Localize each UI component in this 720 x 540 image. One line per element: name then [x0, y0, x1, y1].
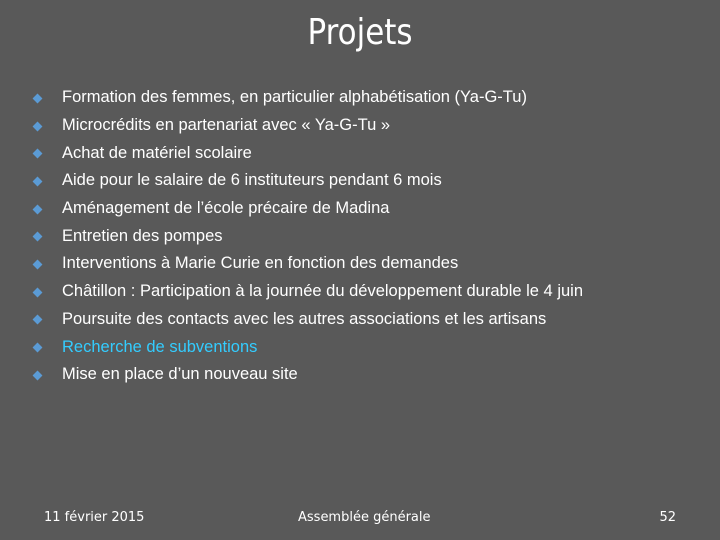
diamond-bullet-icon: [33, 149, 43, 159]
list-item: [32, 167, 710, 195]
list-item: [32, 361, 710, 389]
bullet-text: Châtillon : Participation à la journée du développement durable le 4 juin: [62, 282, 584, 301]
list-item: [32, 222, 710, 250]
bullet-text: Aide pour le salaire de 6 instituteurs pendant 6 mois: [62, 171, 442, 190]
bullet-text: Poursuite des contacts avec les autres associations et les artisans: [62, 309, 547, 328]
list-item[interactable]: [32, 333, 710, 361]
list-item: [32, 112, 710, 140]
list-item: [32, 306, 710, 334]
bullet-text: Achat de matériel scolaire: [62, 143, 252, 162]
bullet-list: [32, 84, 710, 389]
bullet-text: Mise en place d’un nouveau site: [62, 365, 298, 384]
footer-title: Assemblée générale: [298, 510, 431, 525]
diamond-bullet-icon: [33, 315, 43, 325]
list-item: [32, 84, 710, 112]
footer-date: 11 février 2015: [44, 510, 145, 525]
list-item: [32, 195, 710, 223]
diamond-bullet-icon: [33, 370, 43, 380]
bullet-text: Aménagement de l’école précaire de Madina: [62, 199, 390, 218]
diamond-bullet-icon: [33, 343, 43, 353]
bullet-text: Formation des femmes, en particulier alphabétisation (Ya-G-Tu): [62, 88, 527, 107]
list-item: [32, 278, 710, 306]
subventions-link[interactable]: Recherche de subventions: [62, 337, 258, 356]
list-item: [32, 139, 710, 167]
bullet-text: Entretien des pompes: [62, 226, 223, 245]
slide-title: Projets: [307, 12, 413, 53]
diamond-bullet-icon: [33, 204, 43, 214]
diamond-bullet-icon: [33, 176, 43, 186]
diamond-bullet-icon: [33, 121, 43, 131]
bullet-text: Interventions à Marie Curie en fonction des demandes: [62, 254, 459, 273]
bullet-text: Microcrédits en partenariat avec « Ya-G-Tu »: [62, 116, 391, 135]
diamond-bullet-icon: [33, 260, 43, 270]
page-number: 52: [659, 510, 676, 525]
diamond-bullet-icon: [33, 93, 43, 103]
diamond-bullet-icon: [33, 287, 43, 297]
diamond-bullet-icon: [33, 232, 43, 242]
list-item: [32, 250, 710, 278]
